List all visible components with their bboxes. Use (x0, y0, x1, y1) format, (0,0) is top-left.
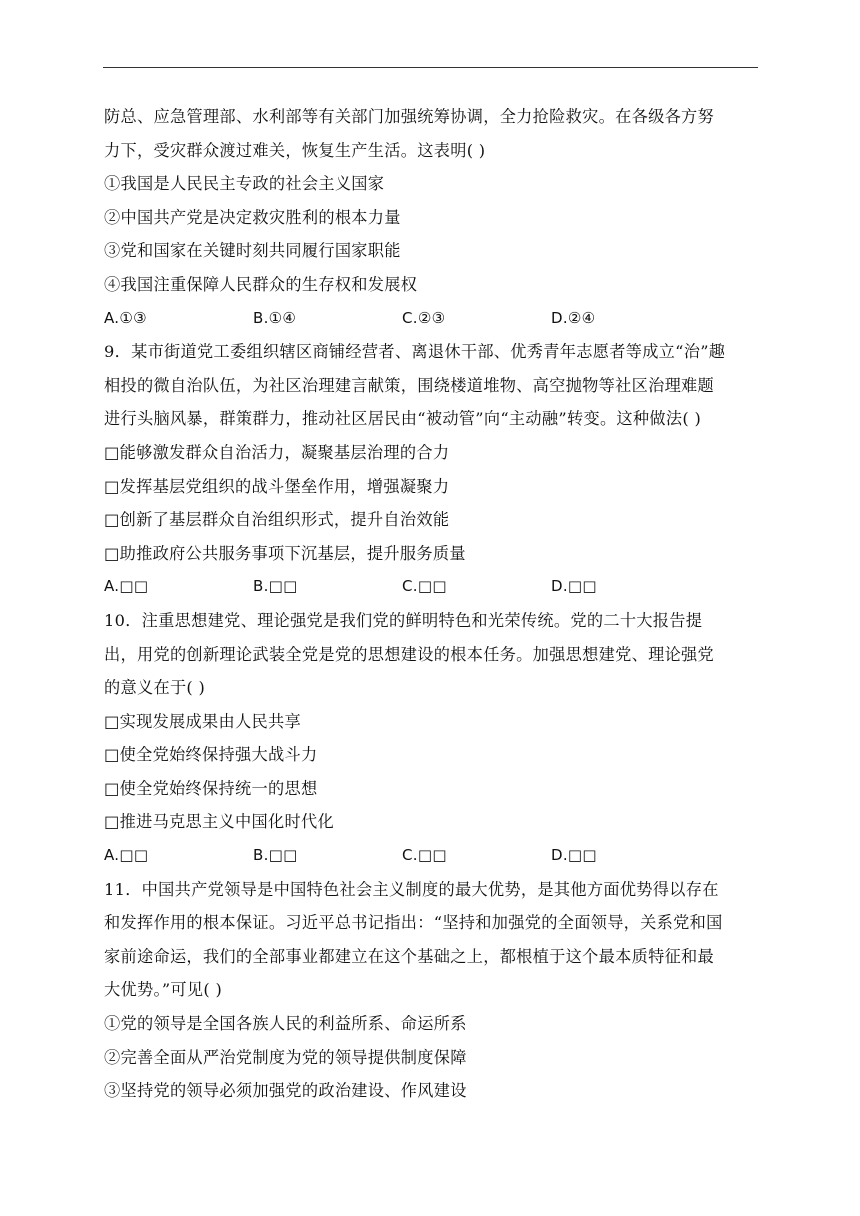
q9-option-a: A.□□ (104, 577, 149, 596)
q10-option-a: A.□□ (104, 846, 149, 865)
q11-item: ①党的领导是全国各族人民的利益所系、命运所系 (104, 1014, 467, 1034)
q10-item: □推进马克思主义中国化时代化 (104, 812, 334, 832)
q11-item: ③坚持党的领导必须加强党的政治建设、作风建设 (104, 1081, 467, 1101)
q11-item: ②完善全面从严治党制度为党的领导提供制度保障 (104, 1047, 467, 1067)
q10-stem-line: 10．注重思想建党、理论强党是我们党的鲜明特色和光荣传统。党的二十大报告提 (104, 610, 703, 630)
q9-option-c: C.□□ (402, 577, 447, 596)
q8-item: ②中国共产党是决定救灾胜利的根本力量 (104, 207, 401, 227)
q9-option-d: D.□□ (551, 577, 597, 596)
q10-item: □实现发展成果由人民共享 (104, 711, 301, 731)
q9-item: □创新了基层群众自治组织形式，提升自治效能 (104, 510, 450, 530)
q8-options (104, 302, 754, 336)
question-content (104, 100, 754, 1108)
q10-item: □使全党始终保持统一的思想 (104, 778, 318, 798)
q9-item: □发挥基层党组织的战斗堡垒作用，增强凝聚力 (104, 476, 450, 496)
q8-option-a: A.①③ (104, 308, 147, 327)
q11-stem-line: 11．中国共产党领导是中国特色社会主义制度的最大优势，是其他方面优势得以存在 (104, 879, 719, 899)
q8-option-d: D.②④ (551, 308, 596, 327)
q9-stem-line: 进行头脑风暴，群策群力，推动社区居民由“被动管”向“主动融”转变。这种做法( ) (104, 409, 702, 429)
q9-item: □助推政府公共服务事项下沉基层，提升服务质量 (104, 543, 466, 563)
q8-item: ③党和国家在关键时刻共同履行国家职能 (104, 241, 401, 261)
q9-stem-line: 相投的微自治队伍，为社区治理建言献策，围绕楼道堆物、高空抛物等社区治理难题 (104, 375, 715, 395)
q11-stem-line: 和发挥作用的根本保证。习近平总书记指出：“坚持和加强党的全面领导，关系党和国 (104, 913, 723, 933)
q9-options (104, 570, 754, 604)
q11-stem-line: 家前途命运，我们的全部事业都建立在这个基础之上，都根植于这个最本质特征和最 (104, 946, 715, 966)
q10-stem-line: 出，用党的创新理论武装全党是党的思想建设的根本任务。加强思想建党、理论强党 (104, 644, 715, 664)
q8-item: ④我国注重保障人民群众的生存权和发展权 (104, 274, 418, 294)
q9-item: □能够激发群众自治活力，凝聚基层治理的合力 (104, 442, 450, 462)
q10-option-d: D.□□ (551, 846, 597, 865)
q10-stem-line: 的意义在于( ) (104, 678, 206, 698)
q8-option-c: C.②③ (402, 308, 446, 327)
q9-option-b: B.□□ (253, 577, 298, 596)
q11-stem-line: 大优势。”可见( ) (104, 980, 223, 1000)
q8-item: ①我国是人民民主专政的社会主义国家 (104, 174, 385, 194)
q8-stem-line: 防总、应急管理部、水利部等有关部门加强统筹协调，全力抢险救灾。在各级各方努 (104, 107, 715, 126)
q10-item: □使全党始终保持强大战斗力 (104, 745, 318, 765)
header-rule (103, 67, 758, 68)
q8-stem-line: 力下，受灾群众渡过难关，恢复生产生活。这表明( ) (104, 140, 486, 160)
q8-option-b: B.①④ (253, 308, 297, 327)
q10-option-b: B.□□ (253, 846, 298, 865)
q9-stem-line: 9．某市街道党工委组织辖区商铺经营者、离退休干部、优秀青年志愿者等成立“治”趣 (104, 342, 726, 362)
q10-option-c: C.□□ (402, 846, 447, 865)
q10-options (104, 839, 754, 873)
